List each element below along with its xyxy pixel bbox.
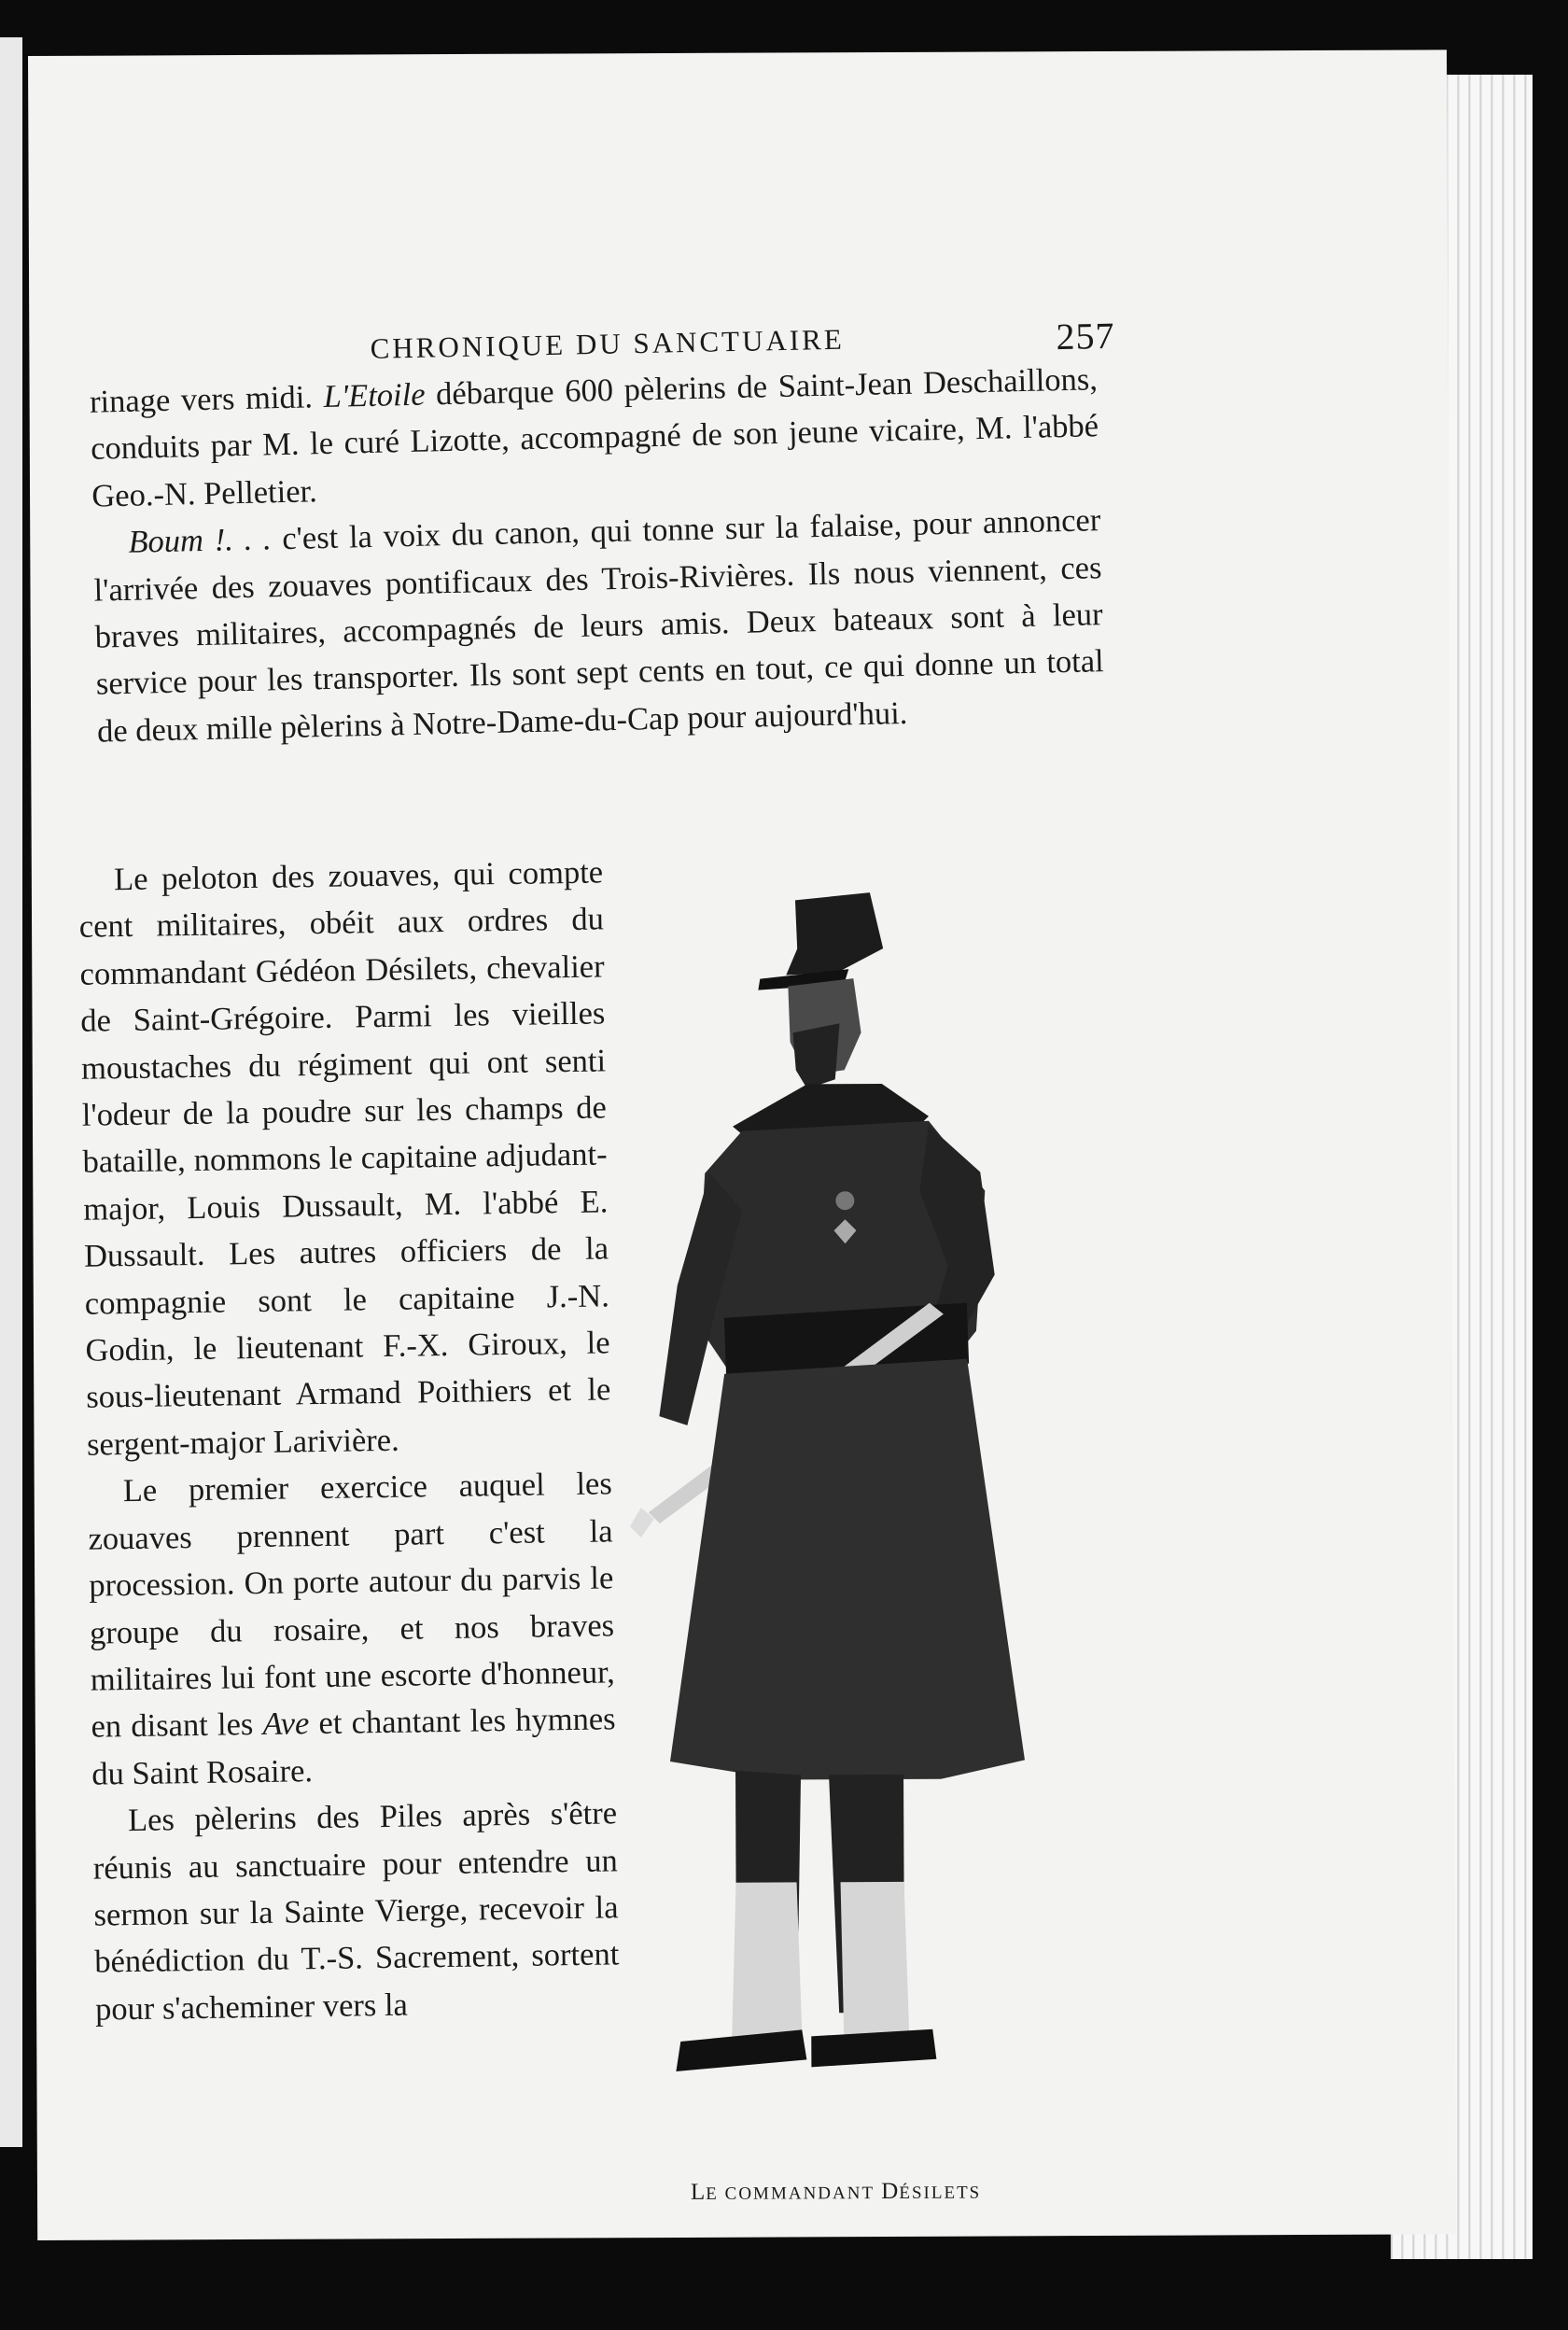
book-page xyxy=(28,49,1456,2240)
text-span: Le premier exercice auquel les zouaves prennent part c'est la procession. On porte autour du parvis le groupe du rosaire, et nos braves militaires lui font une escorte d'honneur, en disant les xyxy=(88,1466,616,1745)
top-text-block xyxy=(90,356,1106,755)
page-number: 257 xyxy=(1056,314,1115,358)
paragraph-boum xyxy=(92,497,1105,754)
caption-smallcaps: E COMMANDANT xyxy=(706,2183,875,2204)
left-page-edge xyxy=(0,37,22,2147)
text-span: débarque 600 pèlerins de Saint-Jean Deschaillons, conduits par M. le curé Lizotte, accompagné de son jeune vicaire, M. l'abbé Geo.-N. Pelletier. xyxy=(90,361,1099,514)
paragraph-arrival xyxy=(90,356,1100,520)
running-head-title: CHRONIQUE DU SANCTUAIRE xyxy=(370,322,846,365)
text-span: et chantant les hymnes du Saint Rosaire. xyxy=(91,1701,616,1792)
italic-ave: Ave xyxy=(262,1705,310,1743)
caption-initial: D xyxy=(881,2178,900,2205)
caption-smallcaps: ÉSILETS xyxy=(899,2183,982,2203)
left-column-text xyxy=(78,849,621,2032)
caption-initial: L xyxy=(690,2179,707,2205)
figure-caption xyxy=(691,2179,981,2206)
italic-ship-name: L'Etoile xyxy=(323,376,426,415)
text-span: c'est la voix du canon, qui tonne sur la falaise, pour annoncer l'arrivée des zouaves pontificaux des Trois-Rivières. Ils nous viennent, ces braves militaires, accompagnés de leurs amis. Deux bateaux sont à leur service pour les transporter. Ils sont sept cents en tout, ce qui donne un total de deux mille pèlerins à Notre-Dame-du-Cap pour aujourd'hui. xyxy=(93,502,1105,750)
zouave-portrait xyxy=(620,891,1064,2191)
paragraph-peloton: Le peloton des zouaves, qui compte cent militaires, obéit aux ordres du commandant Gédéon Désilets, chevalier de Saint-Grégoire. Parmi les vieilles moustaches du régiment qui ont senti l'odeur de la poudre sur les champs de bataille, nommons le capitaine adjudant-major, Louis Dussault, M. l'abbé E. Dussault. Les autres officiers de la compagnie sont le capitaine J.-N. Godin, le lieutenant F.-X. Giroux, le sous-lieutenant Armand Poithiers et le sergent-major Larivière. xyxy=(78,854,611,1463)
text-span: rinage vers midi. xyxy=(89,379,314,420)
zouave-figure-illustration xyxy=(620,891,1064,2191)
paragraph-exercice xyxy=(87,1461,616,1798)
italic-boum: Boum !. . . xyxy=(128,521,273,561)
running-head xyxy=(337,314,1270,365)
paragraph-piles: Les pèlerins des Piles après s'être réunis au sanctuaire pour entendre un sermon sur la Sainte Vierge, recevoir la bénédiction du T.-S. Sacrement, sortent pour s'acheminer vers la xyxy=(92,1795,620,2028)
